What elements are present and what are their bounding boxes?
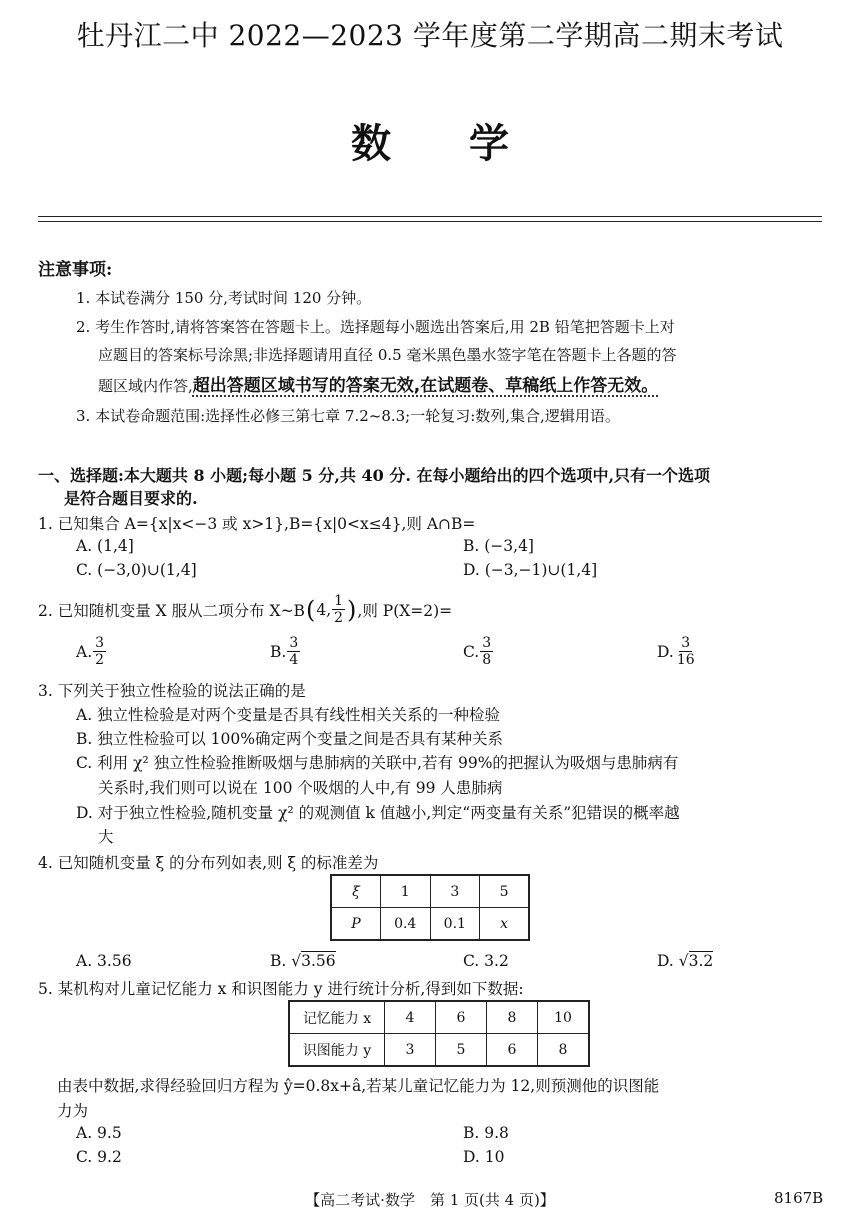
question-5-option-d: D. 10 bbox=[463, 1148, 505, 1166]
notice-item-1: 1. 本试卷满分 150 分,考试时间 120 分钟。 bbox=[76, 289, 372, 307]
question-5-option-b: B. 9.8 bbox=[463, 1124, 509, 1142]
divider-top bbox=[38, 216, 822, 217]
notice-emphasis: 超出答题区域书写的答案无效,在试题卷、草稿纸上作答无效。 bbox=[192, 376, 659, 396]
question-3-option-a: A. 独立性检验是对两个变量是否具有线性相关关系的一种检验 bbox=[76, 706, 501, 724]
question-3-option-d: D. 对于独立性检验,随机变量 χ² 的观测值 k 值越小,判定“两变量有关系”犯错误的概率越 bbox=[76, 804, 680, 822]
question-4-option-c: C. 3.2 bbox=[463, 952, 509, 970]
radicand: 3.2 bbox=[688, 952, 714, 970]
divider-bottom bbox=[38, 221, 822, 222]
table-cell: 4 bbox=[385, 1001, 436, 1034]
option-label: C. bbox=[463, 642, 480, 661]
notice-item-2: 2. 考生作答时,请将答案答在答题卡上。选择题每小题选出答案后,用 2B 铅笔把答题卡上对 bbox=[76, 318, 675, 336]
table-cell: 8 bbox=[538, 1034, 590, 1067]
question-2-option-b bbox=[270, 636, 301, 667]
fraction-numerator: 3 bbox=[95, 635, 105, 651]
question-2-fraction bbox=[332, 594, 345, 625]
fraction-denominator: 4 bbox=[289, 652, 299, 668]
question-4-stem: 4. 已知随机变量 ξ 的分布列如表,则 ξ 的标准差为 bbox=[38, 854, 379, 872]
data-table bbox=[288, 1000, 590, 1067]
question-1-option-d: D. (−3,−1)∪(1,4] bbox=[463, 561, 598, 579]
notice-item-3: 3. 本试卷命题范围:选择性必修三第七章 7.2~8.3;一轮复习:数列,集合,逻辑用语。 bbox=[76, 407, 620, 425]
fraction-numerator: 3 bbox=[681, 635, 691, 651]
table-cell: 1 bbox=[380, 875, 430, 908]
question-2-option-a bbox=[76, 636, 107, 667]
section-heading-cont: 是符合题目要求的. bbox=[64, 489, 198, 508]
question-3-option-d-cont: 大 bbox=[98, 828, 114, 846]
notice-item-2-tail: 题区域内作答, bbox=[98, 377, 193, 395]
table-row bbox=[289, 1001, 589, 1034]
table-cell: 3 bbox=[430, 875, 480, 908]
option-fraction bbox=[287, 636, 300, 667]
question-1-option-b: B. (−3,4] bbox=[463, 537, 534, 555]
question-5-body: 由表中数据,求得经验回归方程为 ŷ=0.8x+â,若某儿童记忆能力为 12,则预测他的识图能 bbox=[57, 1077, 660, 1095]
table-cell: 0.4 bbox=[380, 908, 430, 941]
fraction-denominator: 16 bbox=[676, 652, 695, 668]
table-cell: 6 bbox=[487, 1034, 538, 1067]
table-cell: 6 bbox=[436, 1001, 487, 1034]
option-label: D. bbox=[657, 952, 674, 970]
question-2-stem-post: ,则 P(X=2)= bbox=[357, 601, 453, 620]
question-4-option-b: B. √3.56 bbox=[270, 952, 336, 970]
question-5-option-a: A. 9.5 bbox=[76, 1124, 122, 1142]
page-footer: 【高二考试·数学 第 1 页(共 4 页)】 bbox=[305, 1191, 555, 1209]
question-5-stem: 5. 某机构对儿童记忆能力 x 和识图能力 y 进行统计分析,得到如下数据: bbox=[38, 980, 524, 998]
option-fraction bbox=[675, 636, 697, 667]
question-1-option-a: A. (1,4] bbox=[76, 537, 134, 555]
option-label: B. bbox=[270, 642, 287, 661]
question-3-option-c: C. 利用 χ² 独立性检验推断吸烟与患肺病的关联中,若有 99%的把握认为吸烟与患肺病有 bbox=[76, 754, 679, 772]
option-label: B. bbox=[270, 952, 287, 970]
fraction-numerator: 1 bbox=[334, 593, 344, 609]
fraction-numerator: 3 bbox=[289, 635, 299, 651]
question-2-stem-arg: 4, bbox=[316, 600, 332, 619]
paren-open: ( bbox=[305, 595, 316, 624]
table-cell: 3 bbox=[385, 1034, 436, 1067]
option-fraction bbox=[480, 636, 493, 667]
table-row bbox=[331, 875, 529, 908]
fraction-numerator: 3 bbox=[482, 635, 492, 651]
table-cell: 5 bbox=[436, 1034, 487, 1067]
question-2-option-c bbox=[463, 636, 494, 667]
table-cell: 10 bbox=[538, 1001, 590, 1034]
question-3-stem: 3. 下列关于独立性检验的说法正确的是 bbox=[38, 682, 306, 700]
fraction-denominator: 8 bbox=[482, 652, 492, 668]
fraction-denominator: 2 bbox=[334, 610, 344, 626]
notice-item-2-end bbox=[98, 371, 658, 396]
table-cell: 识图能力 y bbox=[289, 1034, 385, 1067]
question-2-stem-pre: 2. 已知随机变量 X 服从二项分布 X~B bbox=[38, 601, 305, 620]
table-cell: 8 bbox=[487, 1001, 538, 1034]
table-cell: P bbox=[331, 908, 380, 941]
table-cell: 0.1 bbox=[430, 908, 480, 941]
table-row bbox=[331, 908, 529, 941]
table-cell: ξ bbox=[331, 875, 380, 908]
table-cell: x bbox=[480, 908, 529, 941]
question-2-option-d bbox=[657, 636, 698, 667]
subject-title: 数学 bbox=[351, 120, 587, 167]
paren-close: ) bbox=[347, 595, 357, 624]
question-3-option-c-cont: 关系时,我们则可以说在 100 个吸烟的人中,有 99 人患肺病 bbox=[98, 779, 503, 797]
notice-heading: 注意事项: bbox=[38, 260, 113, 280]
question-4-option-d: D. √3.2 bbox=[657, 952, 714, 970]
distribution-table bbox=[330, 874, 530, 941]
question-2-stem bbox=[38, 594, 452, 625]
question-5-body-cont: 力为 bbox=[57, 1102, 89, 1120]
table-cell: 5 bbox=[480, 875, 529, 908]
question-4-option-a: A. 3.56 bbox=[76, 952, 132, 970]
question-5-option-c: C. 9.2 bbox=[76, 1148, 122, 1166]
table-cell: 记忆能力 x bbox=[289, 1001, 385, 1034]
option-label: A. bbox=[76, 642, 93, 661]
paper-code: 8167B bbox=[774, 1189, 824, 1207]
notice-item-2-cont: 应题目的答案标号涂黑;非选择题请用直径 0.5 毫米黑色墨水签字笔在答题卡上各题的答 bbox=[98, 346, 677, 364]
option-label: D. bbox=[657, 642, 674, 661]
section-heading: 一、选择题:本大题共 8 小题;每小题 5 分,共 40 分. 在每小题给出的四个选项中,只有一个选项 bbox=[38, 466, 711, 485]
radicand: 3.56 bbox=[301, 952, 336, 970]
exam-title: 牡丹江二中 2022—2023 学年度第二学期高二期末考试 bbox=[76, 19, 784, 52]
question-3-option-b: B. 独立性检验可以 100%确定两个变量之间是否具有某种关系 bbox=[76, 730, 503, 748]
question-1-option-c: C. (−3,0)∪(1,4] bbox=[76, 561, 197, 579]
table-row bbox=[289, 1034, 589, 1067]
question-1-stem: 1. 已知集合 A={x|x<−3 或 x>1},B={x|0<x≤4},则 A∩B= bbox=[38, 515, 476, 533]
option-fraction bbox=[93, 636, 106, 667]
fraction-denominator: 2 bbox=[95, 652, 105, 668]
